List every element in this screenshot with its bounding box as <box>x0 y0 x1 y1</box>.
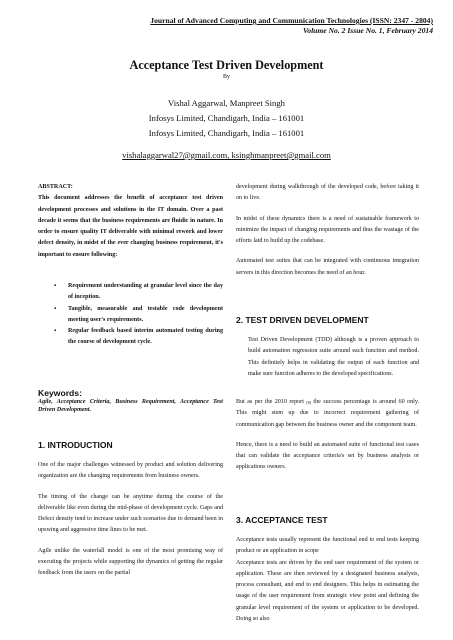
section-2-paragraph-2: But as per the 2010 report [8] the success percentage is around 60 only. This might stem up due to incorrect requirement gathering of communication gap between the business owner and the component team. <box>236 399 420 428</box>
volume-header: Volume No. 2 Issue No. 1, February 2014 <box>303 26 433 35</box>
intro-body <box>38 460 223 580</box>
citation-ref[interactable]: [8] <box>306 400 311 405</box>
intro-paragraph-2: The timing of the change can be anytime during the course of the deliverable like even during the mid-phase of development cycle. Gaps and Defect density tend to increase under such scenarios due to demand been in upswing and aggressive time lines to be met. <box>38 493 223 534</box>
intro-paragraph-3: Agile unlike the waterfall model is one of the most promising way of executing the projects while supporting the dynamics of getting the regular feedback from the users on the partial <box>38 547 223 577</box>
section-2-paragraph-3: Hence, there is a need to build an automated suite of functional test cases that can validate the acceptance criteria's set by business analysts or applications owners. <box>236 441 419 471</box>
author-names: Vishal Aggarwal, Manpreet Singh <box>168 98 285 108</box>
journal-header: Journal of Advanced Computing and Communication Technologies (ISSN: 2347 - 2804) <box>150 16 433 25</box>
abstract-section <box>38 182 223 261</box>
section-3-heading: 3. ACCEPTANCE TEST <box>236 515 328 525</box>
bullet-icon: ▪ <box>54 305 57 312</box>
author-affiliation-1: Infosys Limited, Chandigarh, India – 161001 <box>148 113 305 123</box>
author-emails[interactable]: vishalaggarwal27@gmail.com, ksinghmanpreet@gmail.com <box>122 150 331 160</box>
section-2-body <box>236 397 419 474</box>
paper-title: Acceptance Test Driven Development <box>129 58 324 72</box>
by-line: By <box>222 74 230 80</box>
right-paragraph-1: development during walkthrough of the developed code, before taking it on to live. <box>236 184 419 202</box>
section-3-paragraph-2: Acceptance tests are driven by the end user requirement of the system or application. These are then reviewed by a designated business analysts, process consultant, and end to end designers. This helps in estimating the usage of the user requirement from strategic view point and defining the granular level requirement of the system or application to be developed. Doing so also <box>236 559 419 623</box>
abstract-bullet-list <box>38 281 223 349</box>
right-paragraph-3: Automated test suites that can be integrated with continuous integration servers in this direction becomes the need of an hour. <box>236 258 419 276</box>
keywords-section <box>38 388 223 414</box>
section-2-paragraph-1: Test Driven Development (TDD) although is a proven approach to build automation regression suite around each function and method. This definitely helps in validating the output of each function and make sure function adheres to the developed specifications. <box>248 337 419 377</box>
author-affiliation-2: Infosys Limited, Chandigarh, India – 161001 <box>148 128 305 138</box>
list-item: ▪ Requirement understanding at granular level since the day of inception. <box>54 283 223 301</box>
intro-paragraph-1: One of the major challenges witnessed by product and solution delivering organization are the changing requirements from business owners. <box>38 462 223 480</box>
list-item: ▪ Tangible, measurable and testable code development meeting user's requirements. <box>54 305 223 323</box>
section-2-heading: 2. TEST DRIVEN DEVELOPMENT <box>236 315 369 325</box>
keywords-text: Agile, Acceptance Criteria, Business Requirement, Acceptance Test Driven Development. <box>38 399 223 413</box>
list-item: ▪ Regular feedback based interim automated testing during the course of development cycle. <box>54 328 223 346</box>
bullet-icon: ▪ <box>54 328 57 335</box>
bullet-icon: ▪ <box>54 283 57 289</box>
right-paragraph-2: In midst of these dynamics there is a need of sustainable framework to minimize the impact of changing requirements and thus the wastage of the efforts laid to build up the codebase. <box>236 215 419 245</box>
section-3-paragraph-1: Acceptance tests usually represent the functional end to end tests keeping product or an application in scope <box>236 537 419 555</box>
intro-heading: 1. INTRODUCTION <box>38 440 113 450</box>
abstract-heading: ABSTRACT: <box>38 184 73 190</box>
keywords-heading: Keywords: <box>38 388 82 398</box>
right-column-top <box>236 182 419 279</box>
abstract-text: This document addresses the benefit of acceptance test driven development processes and solutions in the IT domain. Over a past decade it seems that the business requirements are fluidic in nature. In order to ensure quality IT deliverable with minimal rework and lower defect density, in midst of the ever changing business requirement, it's important to ensure following: <box>38 195 223 258</box>
section-3-body <box>236 535 419 625</box>
